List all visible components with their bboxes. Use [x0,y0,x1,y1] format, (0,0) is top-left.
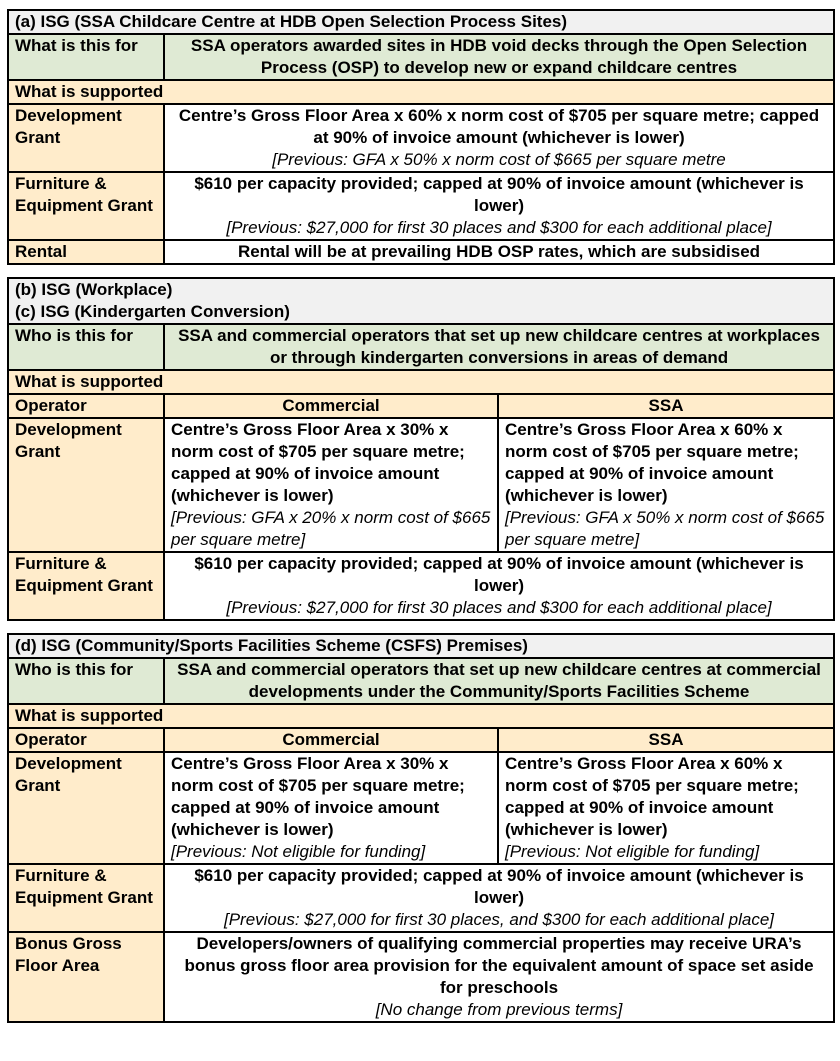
table-row [8,932,834,1022]
bonus-gfa-text: Developers/owners of qualifying commercial properties may receive URA’s bonus gross floor area provision for the equivalent amount of space set aside for preschools [184,934,814,997]
development-grant-text: Centre’s Gross Floor Area x 30% x norm cost of $705 per square metre; capped at 90% of invoice amount (whichever is lower) [171,754,465,839]
development-grant-text: Centre’s Gross Floor Area x 30% x norm cost of $705 per square metre; capped at 90% of invoice amount (whichever is lower) [171,420,465,505]
table-row [8,704,834,728]
table-isg-d [7,633,835,1023]
table-row [8,864,834,932]
table-bc-operator-commercial: Commercial [164,394,498,418]
furniture-grant-text: $610 per capacity provided; capped at 90% of invoice amount (whichever is lower) [194,866,804,907]
table-d-development-grant-ssa [498,752,834,864]
table-d-bonus-gfa-label: Bonus Gross Floor Area [8,932,164,1022]
table-d-operator-commercial: Commercial [164,728,498,752]
table-d-development-grant-commercial [164,752,498,864]
table-row [8,34,834,80]
table-row [8,172,834,240]
development-grant-previous: [Previous: GFA x 50% x norm cost of $665 per square metre [272,150,726,169]
table-a-audience-label: What is this for [8,34,164,80]
table-row [8,370,834,394]
furniture-grant-text: $610 per capacity provided; capped at 90% of invoice amount (whichever is lower) [194,554,804,595]
table-a-supported-band: What is supported [8,80,834,104]
table-row [8,728,834,752]
table-a-rental-label: Rental [8,240,164,264]
table-row [8,634,834,658]
development-grant-text: Centre’s Gross Floor Area x 60% x norm cost of $705 per square metre; capped at 90% of invoice amount (whichever is lower) [505,420,799,505]
table-row [8,552,834,620]
table-row [8,394,834,418]
table-d-audience-text: SSA and commercial operators that set up new childcare centres at commercial developments under the Community/Sports Facilities Scheme [164,658,834,704]
table-d-furniture-grant-label: Furniture & Equipment Grant [8,864,164,932]
table-row [8,80,834,104]
development-grant-previous: [Previous: Not eligible for funding] [505,842,760,861]
table-d-operator-ssa: SSA [498,728,834,752]
development-grant-previous: [Previous: GFA x 50% x norm cost of $665 per square metre] [505,508,825,549]
table-bc-title-line1: (b) ISG (Workplace) [15,280,173,299]
development-grant-text: Centre’s Gross Floor Area x 60% x norm cost of $705 per square metre; capped at 90% of invoice amount (whichever is lower) [178,106,820,147]
furniture-grant-previous: [Previous: $27,000 for first 30 places and $300 for each additional place] [226,218,772,237]
table-bc-development-grant-ssa [498,418,834,552]
table-row [8,240,834,264]
table-bc-development-grant-label: Development Grant [8,418,164,552]
table-row [8,418,834,552]
table-a-development-grant-label: Development Grant [8,104,164,172]
furniture-grant-text: $610 per capacity provided; capped at 90% of invoice amount (whichever is lower) [194,174,804,215]
table-row [8,278,834,324]
table-bc-audience-label: Who is this for [8,324,164,370]
table-bc-development-grant-commercial [164,418,498,552]
table-isg-bc [7,277,835,621]
table-isg-a [7,9,835,265]
development-grant-text: Centre’s Gross Floor Area x 60% x norm cost of $705 per square metre; capped at 90% of invoice amount (whichever is lower) [505,754,799,839]
development-grant-previous: [Previous: GFA x 20% x norm cost of $665 per square metre] [171,508,491,549]
table-d-supported-band: What is supported [8,704,834,728]
furniture-grant-previous: [Previous: $27,000 for first 30 places and $300 for each additional place] [226,598,772,617]
table-a-furniture-grant-label: Furniture & Equipment Grant [8,172,164,240]
table-row [8,658,834,704]
table-bc-furniture-grant-label: Furniture & Equipment Grant [8,552,164,620]
table-a-rental-text: Rental will be at prevailing HDB OSP rates, which are subsidised [164,240,834,264]
table-row [8,752,834,864]
table-d-development-grant-label: Development Grant [8,752,164,864]
table-bc-operator-ssa: SSA [498,394,834,418]
table-d-furniture-grant-cell [164,864,834,932]
table-a-development-grant-cell [164,104,834,172]
table-row [8,10,834,34]
bonus-gfa-previous: [No change from previous terms] [375,1000,623,1019]
table-bc-title-line2: (c) ISG (Kindergarten Conversion) [15,302,290,321]
table-d-audience-label: Who is this for [8,658,164,704]
table-bc-operator-label: Operator [8,394,164,418]
table-a-furniture-grant-cell [164,172,834,240]
table-d-title: (d) ISG (Community/Sports Facilities Scheme (CSFS) Premises) [8,634,834,658]
furniture-grant-previous: [Previous: $27,000 for first 30 places, and $300 for each additional place] [224,910,775,929]
table-row [8,104,834,172]
table-row [8,324,834,370]
table-d-bonus-gfa-cell [164,932,834,1022]
table-bc-title [8,278,834,324]
table-a-audience-text: SSA operators awarded sites in HDB void decks through the Open Selection Process (OSP) to develop new or expand childcare centres [164,34,834,80]
table-d-operator-label: Operator [8,728,164,752]
development-grant-previous: [Previous: Not eligible for funding] [171,842,426,861]
table-bc-supported-band: What is supported [8,370,834,394]
table-bc-audience-text: SSA and commercial operators that set up new childcare centres at workplaces or through kindergarten conversions in areas of demand [164,324,834,370]
table-bc-furniture-grant-cell [164,552,834,620]
table-a-title: (a) ISG (SSA Childcare Centre at HDB Open Selection Process Sites) [8,10,834,34]
